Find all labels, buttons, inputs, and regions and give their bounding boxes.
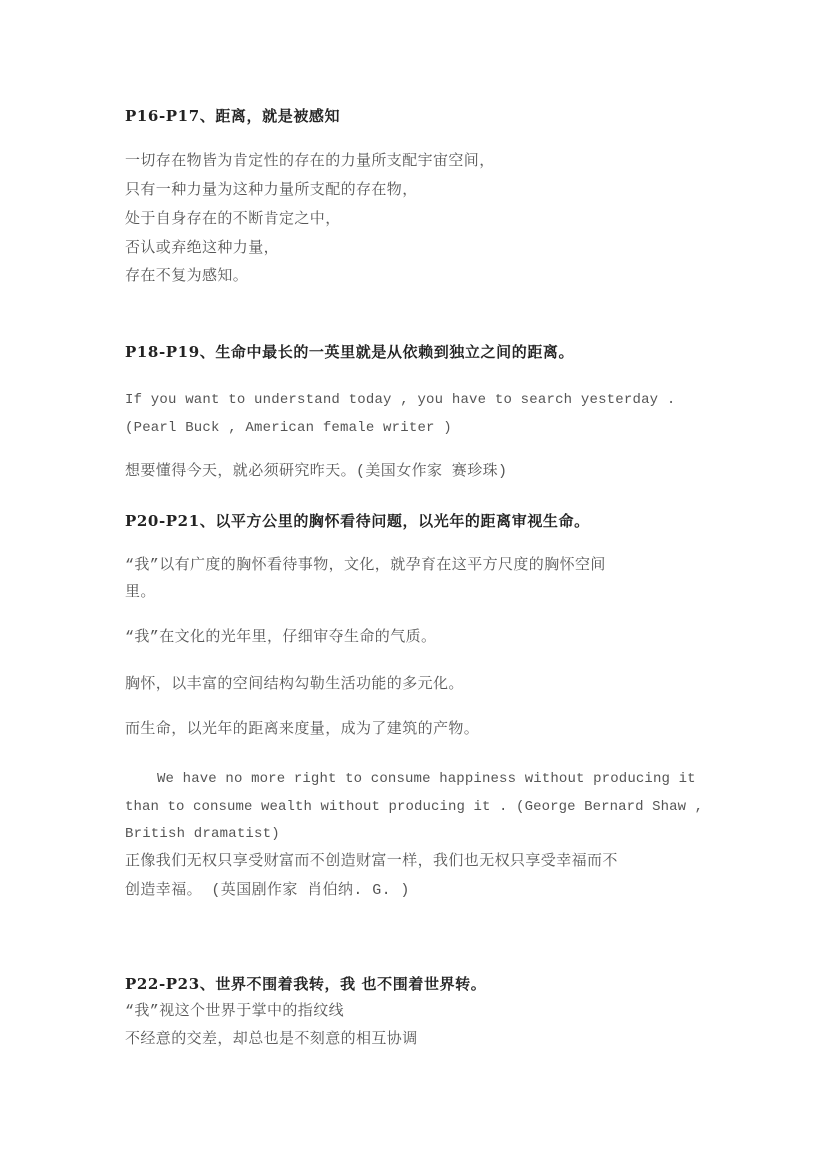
body-line: 一切存在物皆为肯定性的存在的力量所支配宇宙空间， (125, 153, 495, 170)
chinese-quote-line: 想要懂得今天，就必须研究昨天。(美国女作家 赛珍珠) (125, 463, 508, 480)
body-line: 里。 (125, 584, 156, 601)
section-heading-p16-p17: P16-P17、距离，就是被感知 (125, 107, 341, 125)
english-quote-line: British dramatist) (125, 826, 280, 842)
body-line: 只有一种力量为这种力量所支配的存在物， (125, 182, 418, 199)
body-line: “我”以有广度的胸怀看待事物，文化，就孕育在这平方尺度的胸怀空间 (125, 557, 606, 574)
section-heading-p22-p23: P22-P23、世界不围着我转，我 也不围着世界转。 (125, 975, 487, 993)
body-line: 胸怀，以丰富的空间结构勾勒生活功能的多元化。 (125, 676, 464, 693)
section-heading-p20-p21: P20-P21、以平方公里的胸怀看待问题，以光年的距离审视生命。 (125, 512, 590, 530)
body-line: 不经意的交差，却总也是不刻意的相互协调 (125, 1031, 418, 1048)
body-line: “我”在文化的光年里，仔细审夺生命的气质。 (125, 629, 437, 646)
body-line: 存在不复为感知。 (125, 268, 249, 285)
body-line: 而生命，以光年的距离来度量，成为了建筑的产物。 (125, 721, 480, 738)
section-heading-p18-p19: P18-P19、生命中最长的一英里就是从依赖到独立之间的距离。 (125, 343, 575, 361)
english-quote-line: We have no more right to consume happiness without producing it (157, 771, 696, 787)
body-line: 处于自身存在的不断肯定之中， (125, 211, 341, 228)
english-quote-line: (Pearl Buck , American female writer ) (125, 420, 452, 436)
body-line: 否认或弃绝这种力量， (125, 240, 280, 257)
chinese-quote-line: 正像我们无权只享受财富而不创造财富一样，我们也无权只享受幸福而不 (125, 853, 618, 870)
chinese-quote-line: 创造幸福。 (英国剧作家 肖伯纳. G. ) (125, 882, 410, 899)
body-line: “我”视这个世界于掌中的指纹线 (125, 1003, 345, 1020)
english-quote-line: If you want to understand today , you have to search yesterday . (125, 392, 676, 408)
english-quote-line: than to consume wealth without producing it . (George Bernard Shaw , (125, 799, 704, 815)
